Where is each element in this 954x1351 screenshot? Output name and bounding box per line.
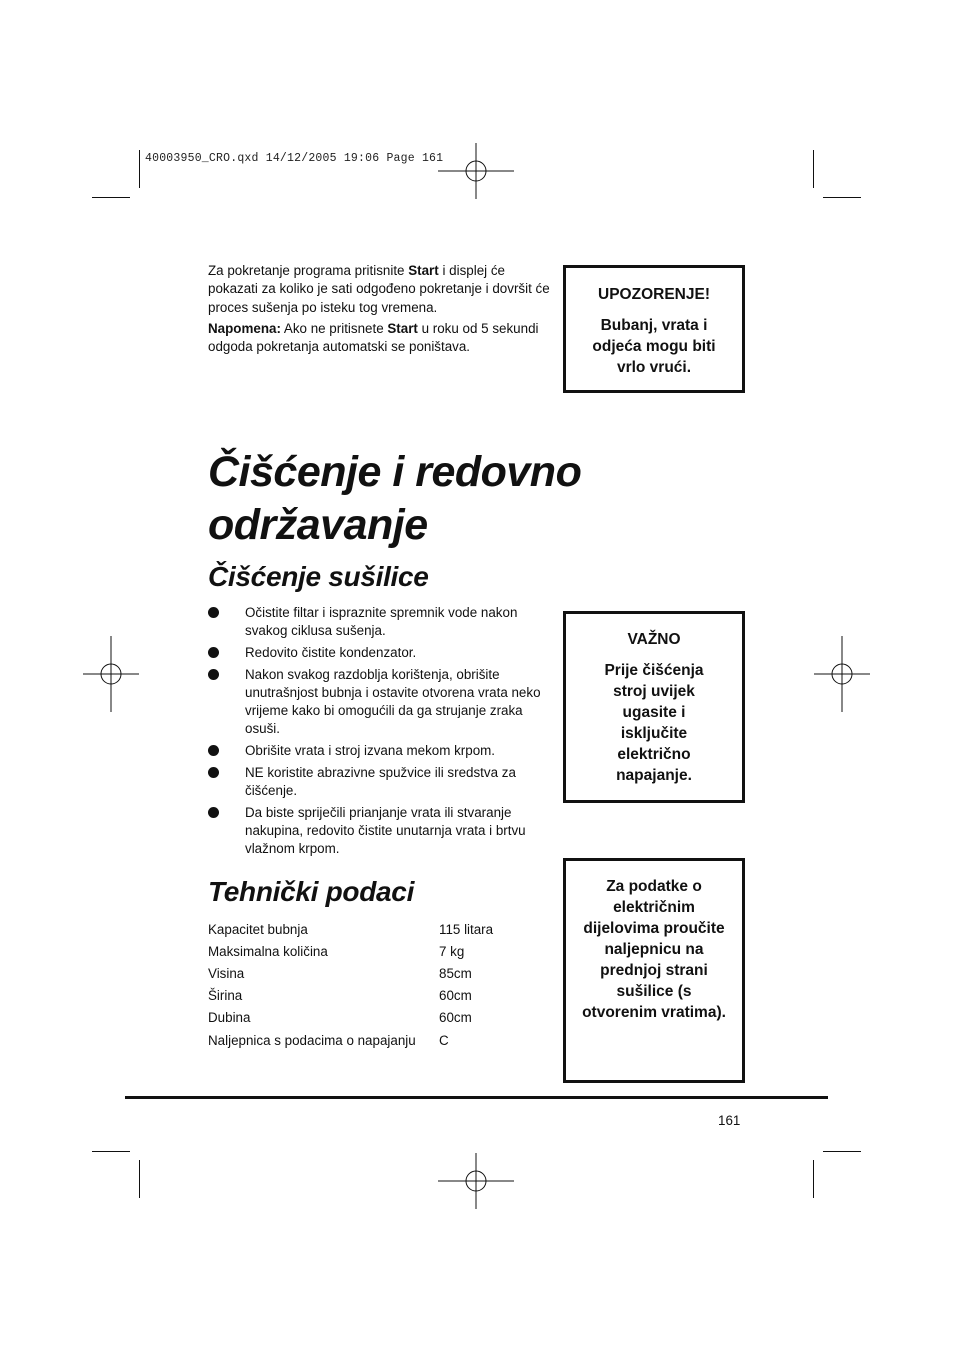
intro-paragraph <box>208 262 558 317</box>
spec-label: Kapacitet bubnja <box>208 921 308 937</box>
registration-mark-icon <box>804 636 880 712</box>
spec-label: Dubina <box>208 1010 251 1026</box>
print-slug: 40003950_CRO.qxd 14/12/2005 19:06 Page 161 <box>145 152 444 165</box>
crop-mark <box>139 150 140 188</box>
list-item <box>208 742 553 760</box>
crop-mark <box>92 197 130 198</box>
table-row <box>208 940 493 962</box>
intro-text-part: i displej će pokazati za koliko je sati odgođeno pokretanje i dovršit će proces sušenja po isteku tog vremena. <box>208 263 550 315</box>
bullet-icon <box>208 607 219 618</box>
spec-value: 85cm <box>439 965 472 981</box>
bullet-icon <box>208 669 219 680</box>
section-heading-tech: Tehnički podaci <box>208 876 415 907</box>
bullet-icon <box>208 767 219 778</box>
note-label: Napomena: <box>208 320 281 336</box>
registration-mark-icon <box>438 1143 514 1219</box>
list-item-text: Redovito čistite kondenzator. <box>245 645 417 661</box>
warning-box <box>563 265 745 393</box>
electrical-info-box <box>563 858 745 1083</box>
page-title-line: Čišćenje i redovno <box>208 448 582 496</box>
table-row <box>208 918 493 940</box>
spec-label: Naljepnica s podacima o napajanju <box>208 1032 416 1048</box>
spec-table <box>208 918 493 1051</box>
page-title-line: održavanje <box>208 501 428 549</box>
warning-text: Bubanj, vrata i odjeća mogu biti vrlo vrući. <box>592 317 716 376</box>
spec-label: Maksimalna količina <box>208 943 328 959</box>
list-item-text: Obrišite vrata i stroj izvana mekom krpom. <box>245 743 496 759</box>
spec-value: 60cm <box>439 988 472 1004</box>
bullet-icon <box>208 807 219 818</box>
page-title <box>208 446 581 552</box>
important-text: Prije čišćenja stroj uvijek ugasite i isključite električno napajanje. <box>604 662 704 784</box>
registration-mark-icon <box>73 636 149 712</box>
bullet-icon <box>208 647 219 658</box>
spec-label: Visina <box>208 965 245 981</box>
list-item <box>208 804 553 857</box>
crop-mark <box>823 1151 861 1152</box>
spec-value: 60cm <box>439 1010 472 1026</box>
bullet-icon <box>208 745 219 756</box>
spec-value: 115 litara <box>439 921 494 937</box>
note-text-part: Ako ne pritisnete <box>280 320 388 336</box>
list-item-text: Nakon svakog razdoblja korištenja, obrišite unutrašnjost bubnja i ostavite otvorena vrata neko vrijeme kako bi omogućili da ga strujanje zraka osuši. <box>245 667 541 736</box>
crop-mark <box>139 1160 140 1198</box>
registration-mark-icon <box>438 133 514 209</box>
section-heading-cleaning: Čišćenje sušilice <box>208 561 429 592</box>
start-keyword: Start <box>387 320 418 336</box>
crop-mark <box>813 1160 814 1198</box>
list-item-text: Očistite filtar i ispraznite spremnik vode nakon svakog ciklusa sušenja. <box>245 605 518 638</box>
note-paragraph <box>208 320 558 357</box>
table-row <box>208 985 493 1007</box>
important-title: VAŽNO <box>627 631 681 648</box>
important-box <box>563 611 745 803</box>
table-row <box>208 1007 493 1029</box>
spec-value: 7 kg <box>439 943 465 959</box>
intro-text-part: Za pokretanje programa pritisnite <box>208 263 409 278</box>
note-text-part: u roku od 5 sekundi odgoda pokretanja automatski se poništava. <box>208 320 539 355</box>
spec-label: Širina <box>208 988 243 1004</box>
footer-rule <box>125 1096 828 1099</box>
list-item <box>208 666 553 737</box>
electrical-info-text: Za podatke o električnim dijelovima proučite naljepnicu na prednjoj strani sušilice (s otvorenim vratima). <box>582 878 726 1021</box>
start-keyword: Start <box>408 263 439 278</box>
page-number: 161 <box>718 1113 741 1128</box>
list-item <box>208 764 553 800</box>
warning-title: UPOZORENJE! <box>598 286 710 303</box>
crop-mark <box>813 150 814 188</box>
table-row <box>208 962 493 984</box>
list-item <box>208 604 553 640</box>
spec-value: C <box>439 1032 449 1048</box>
list-item-text: NE koristite abrazivne spužvice ili sredstva za čišćenje. <box>245 765 516 799</box>
cleaning-list <box>208 604 553 862</box>
table-row <box>208 1029 493 1051</box>
crop-mark <box>823 197 861 198</box>
intro-text <box>208 262 558 359</box>
list-item-text: Da biste spriječili prianjanje vrata ili stvaranje nakupina, redovito čistite unutarnja vrata i brtvu vlažnom krpom. <box>245 805 526 857</box>
crop-mark <box>92 1151 130 1152</box>
list-item <box>208 644 553 662</box>
